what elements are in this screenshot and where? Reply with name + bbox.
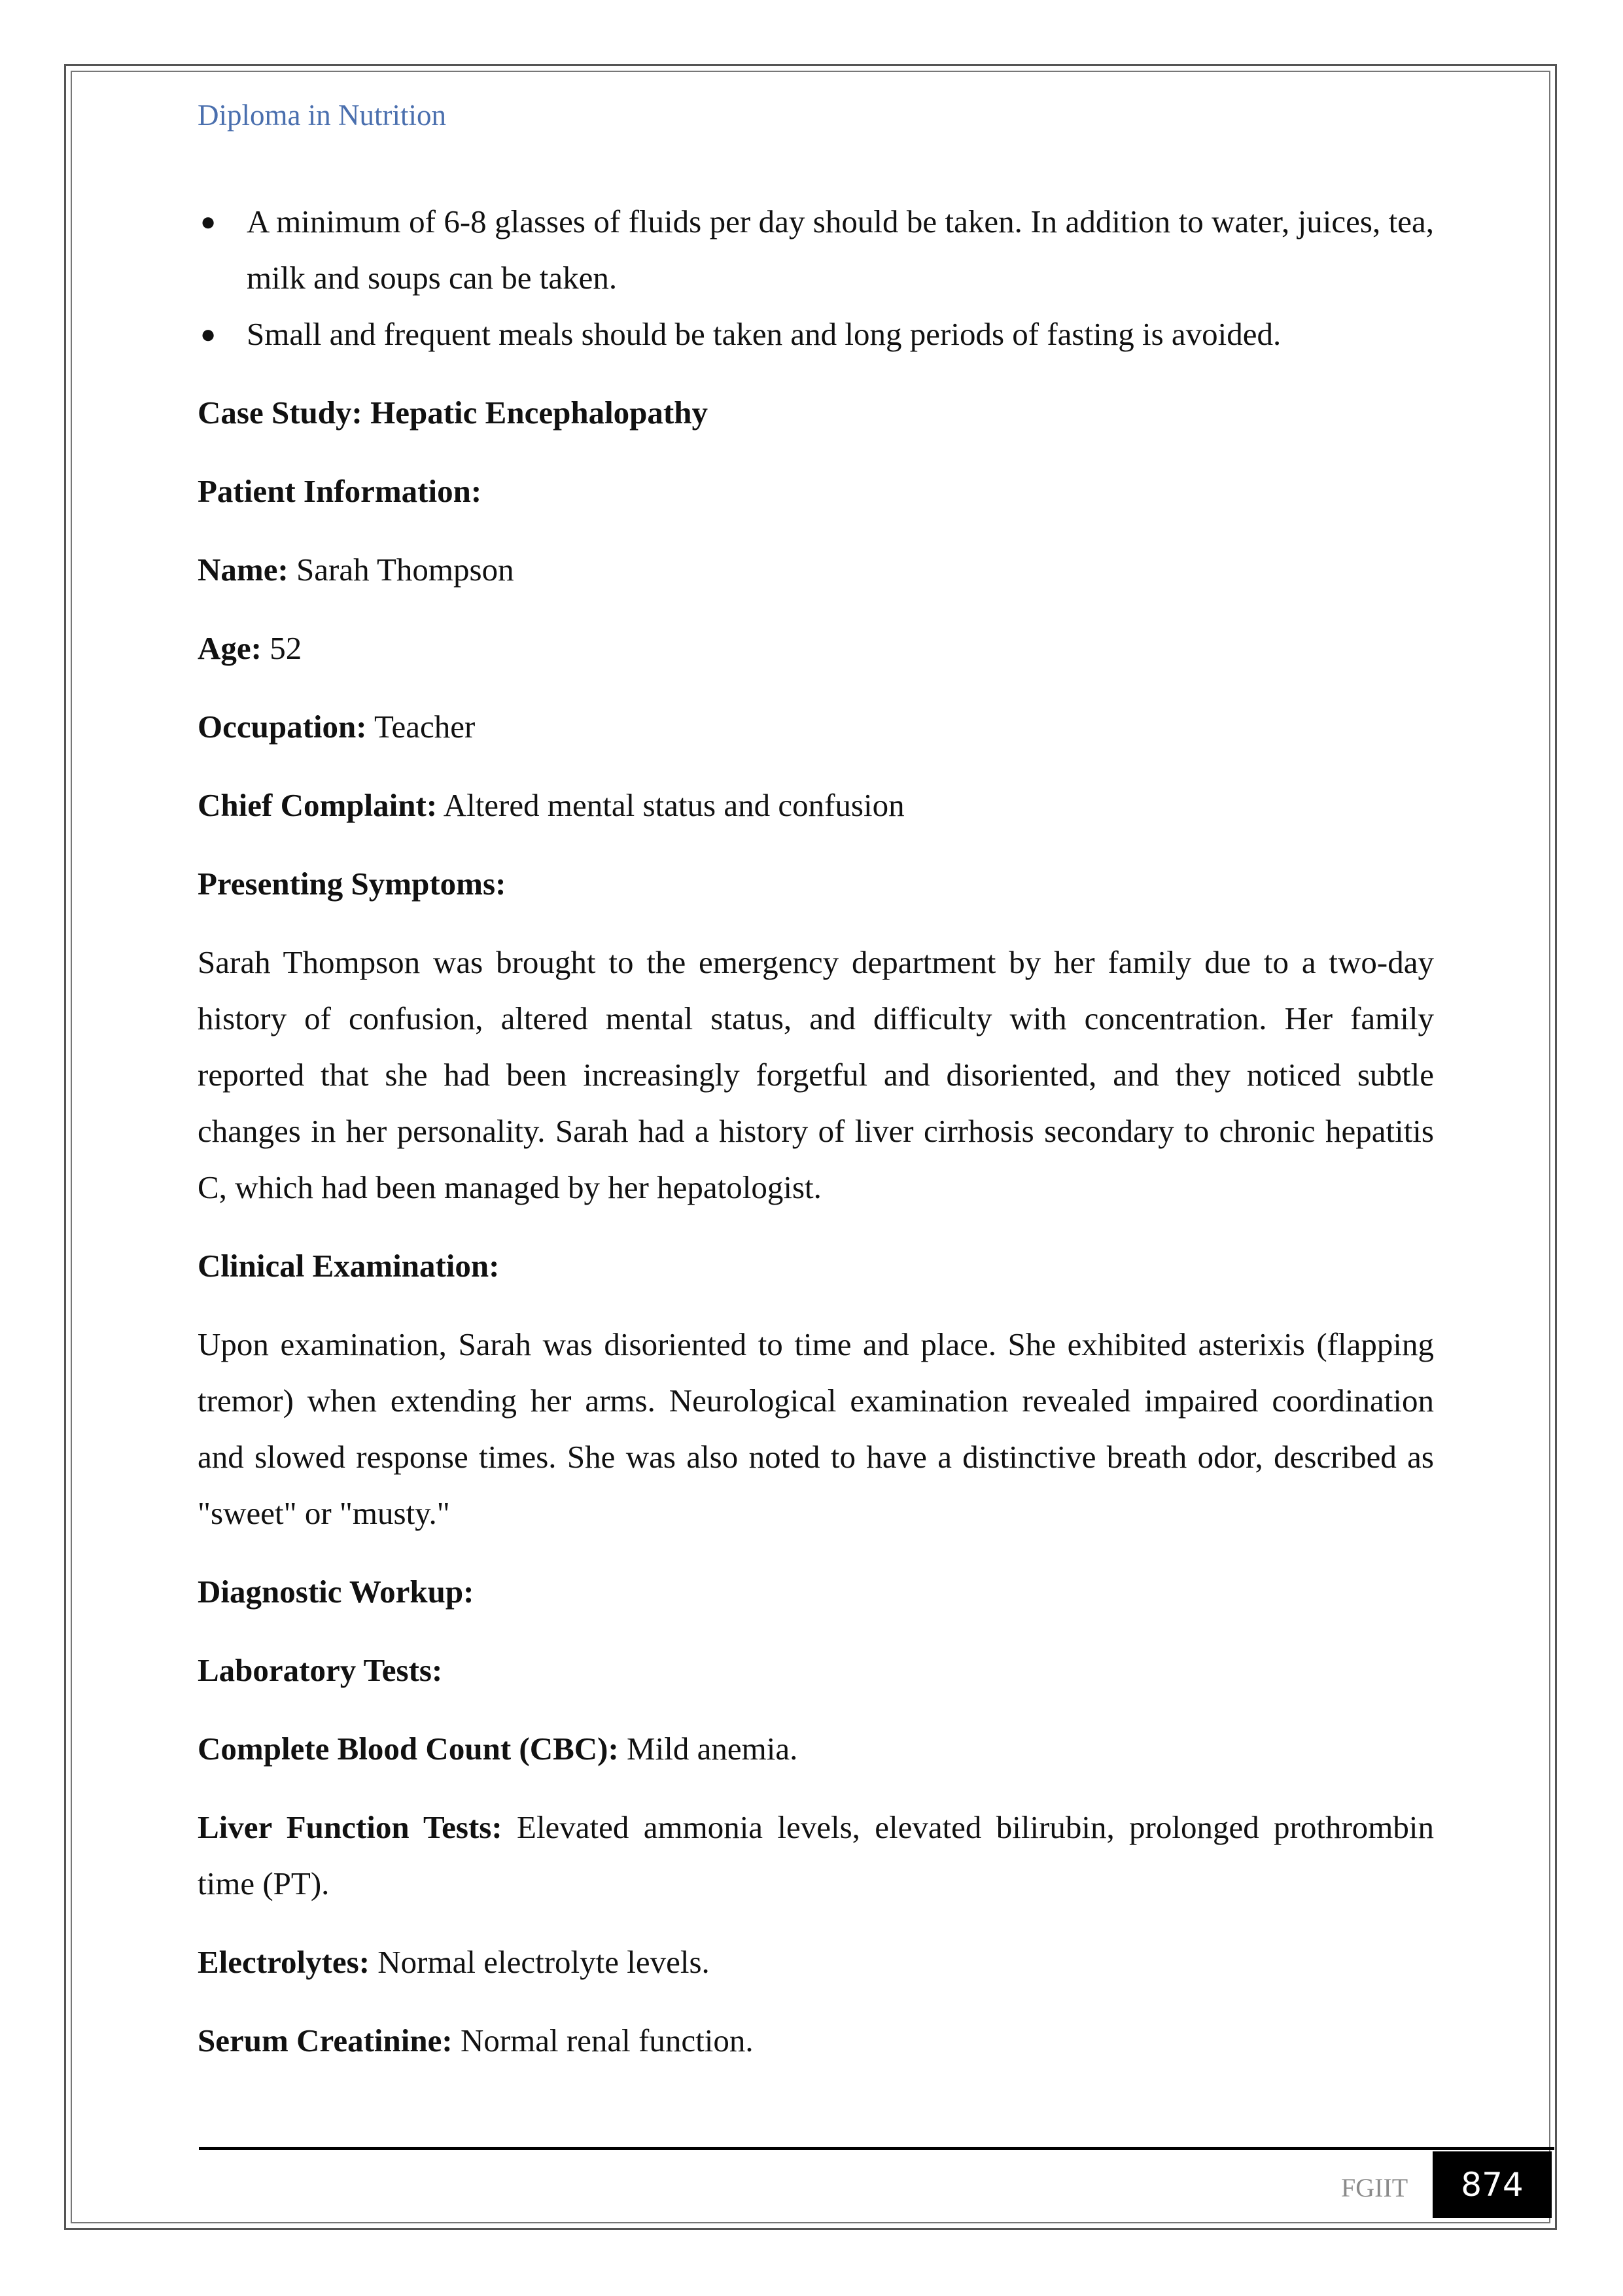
presenting-symptoms-text: Sarah Thompson was brought to the emergency department by her family due to a two-day history of confusion, altered mental status, and difficulty with concentration. Her family reported that she had been increasingly forgetful and disoriented, and they noticed subtle changes in her personality. Sarah had a history of liver cirrhosis secondary to chronic hepatitis C, which had been managed by her hepatologist. bbox=[198, 944, 1434, 1205]
cbc-result: Complete Blood Count (CBC): Mild anemia. bbox=[198, 1731, 798, 1767]
patient-name: Name: Sarah Thompson bbox=[198, 552, 514, 588]
bullet-icon: ● bbox=[200, 207, 217, 236]
list-item: ● A minimum of 6-8 glasses of fluids per day should be taken. In addition to water, juices, tea, milk and soups can be taken. bbox=[198, 194, 1434, 306]
footer-label: FGIIT bbox=[1341, 2173, 1408, 2202]
lft-result: Liver Function Tests: Elevated ammonia levels, elevated bilirubin, prolonged prothrombin time (PT). bbox=[198, 1809, 1435, 1901]
bullet-list bbox=[198, 194, 1434, 362]
patient-info-heading: Patient Information: bbox=[198, 473, 482, 509]
electrolytes-result: Electrolytes: Normal electrolyte levels. bbox=[198, 1944, 710, 1980]
creatinine-result: Serum Creatinine: Normal renal function. bbox=[198, 2022, 754, 2058]
footer-rule bbox=[199, 2147, 1554, 2150]
running-header: Diploma in Nutrition bbox=[198, 99, 446, 132]
diagnostic-heading: Diagnostic Workup: bbox=[198, 1574, 474, 1610]
patient-occupation: Occupation: Teacher bbox=[198, 709, 476, 745]
clinical-exam-text: Upon examination, Sarah was disoriented to time and place. She exhibited asterixis (flapping tremor) when extending her arms. Neurological examination revealed impaired coordination and slowed response times. She was also noted to have a distinctive breath odor, described as "sweet" or "musty." bbox=[198, 1326, 1434, 1531]
page-content bbox=[198, 194, 1434, 2091]
bullet-icon: ● bbox=[200, 319, 217, 349]
patient-age: Age: 52 bbox=[198, 630, 302, 666]
lab-tests-heading: Laboratory Tests: bbox=[198, 1652, 443, 1688]
list-item: ● Small and frequent meals should be taken and long periods of fasting is avoided. bbox=[198, 306, 1434, 362]
case-study-title: Case Study: Hepatic Encephalopathy bbox=[198, 395, 708, 431]
chief-complaint: Chief Complaint: Altered mental status and confusion bbox=[198, 787, 905, 823]
presenting-symptoms-heading: Presenting Symptoms: bbox=[198, 866, 506, 902]
page-number: 874 bbox=[1433, 2151, 1552, 2218]
clinical-exam-heading: Clinical Examination: bbox=[198, 1248, 500, 1284]
